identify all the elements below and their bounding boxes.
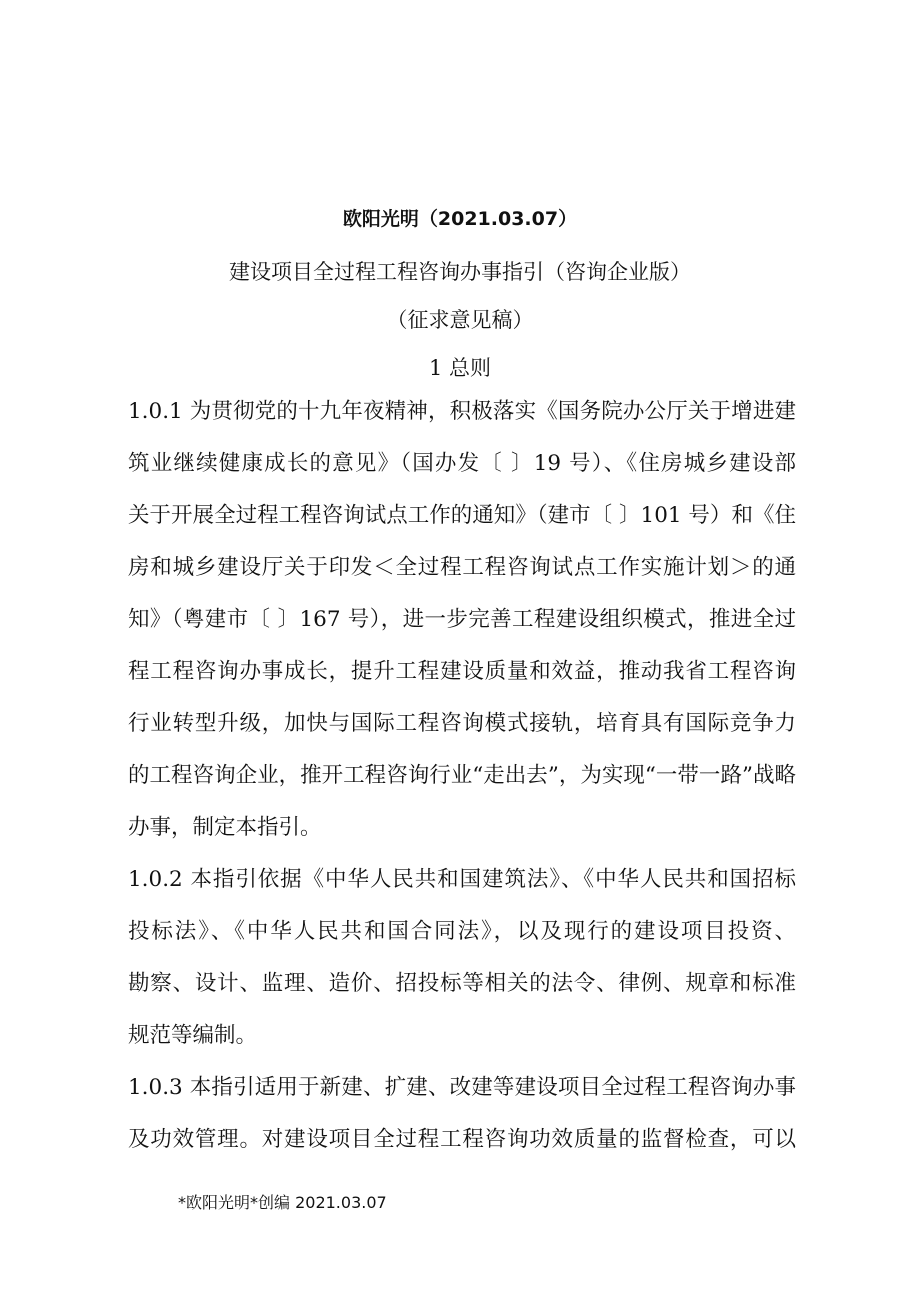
text-line: 投标法》、《中华人民共和国合同法》，以及现行的建设项目投资、 (128, 919, 796, 944)
paragraph-1-0-2 (128, 866, 796, 1074)
document-title: 建设项目全过程工程咨询办事指引（咨询企业版） (229, 260, 691, 284)
text-line: 规范等编制。 (128, 1023, 258, 1048)
text-line: 1.0.2 本指引依据《中华人民共和国建筑法》、《中华人民共和国招标 (128, 867, 796, 892)
text-line: 知》（粤建市〔 〕167 号），进一步完善工程建设组织模式，推进全过 (128, 607, 796, 632)
text-line: 1.0.3 本指引适用于新建、扩建、改建等建设项目全过程工程咨询办事 (128, 1075, 796, 1100)
text-line: 程工程咨询办事成长，提升工程建设质量和效益，推动我省工程咨询 (128, 659, 796, 684)
text-line: 行业转型升级，加快与国际工程咨询模式接轨，培育具有国际竞争力 (128, 711, 796, 736)
text-line: 的工程咨询企业，推开工程咨询行业“走出去”，为实现“一带一路”战略 (128, 763, 796, 788)
text-line: 勘察、设计、监理、造价、招投标等相关的法令、律例、规章和标准 (128, 971, 796, 996)
paragraph-1-0-3 (128, 1074, 796, 1178)
text-line: 关于开展全过程工程咨询试点工作的通知》（建市〔 〕101 号）和《住 (128, 503, 796, 528)
paragraph-1-0-1 (128, 398, 796, 866)
author-date-heading: 欧阳光明（2021.03.07） (342, 208, 578, 230)
text-line: 办事，制定本指引。 (128, 815, 322, 840)
text-line: 1.0.1 为贯彻党的十九年夜精神，积极落实《国务院办公厅关于增进建 (128, 399, 796, 424)
document-body (128, 398, 796, 1178)
text-line: 房和城乡建设厅关于印发＜全过程工程咨询试点工作实施计划＞的通 (128, 555, 796, 580)
draft-note: （征求意见稿） (386, 308, 534, 332)
page-footer: *欧阳光明*创编 2021.03.07 (178, 1193, 387, 1212)
text-line: 筑业继续健康成长的意见》（国办发〔 〕19 号）、《住房城乡建设部 (128, 451, 796, 476)
text-line: 及功效管理。对建设项目全过程工程咨询功效质量的监督检查，可以 (128, 1127, 796, 1152)
section-heading: 1 总则 (428, 356, 492, 380)
